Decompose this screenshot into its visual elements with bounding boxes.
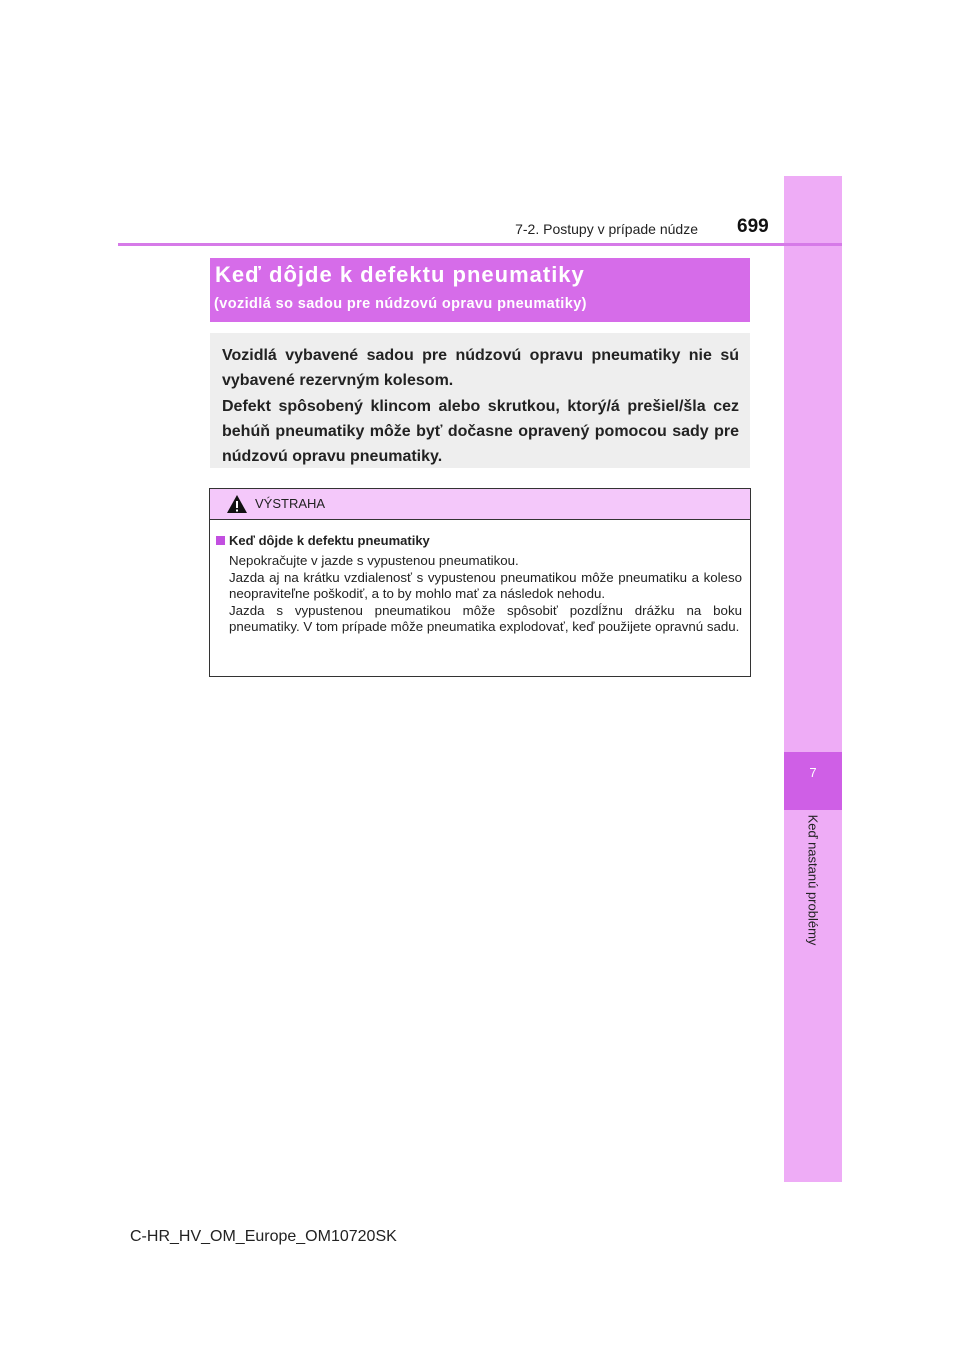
footer-doc-code: C-HR_HV_OM_Europe_OM10720SK [130,1228,397,1245]
page-number: 699 [737,216,769,237]
intro-paragraph: Vozidlá vybavené sadou pre núdzovú opravu pneumatiky nie sú vybavené rezervným kolesom. [222,347,739,389]
bullet-square-icon [216,536,225,545]
warning-box [209,488,751,677]
warning-label: VÝSTRAHA [255,496,326,511]
warning-paragraph: Jazda s vypustenou pneumatikou môže spôsobiť pozdĺžnu drážku na boku pneumatiky. V tom prípade môže pneumatika explodovať, keď použijete opravnú sadu. [229,602,742,634]
chapter-tab-active [784,752,842,810]
warning-header [210,489,750,520]
warning-body [229,553,742,636]
section-title: Keď dôjde k defektu pneumatiky [215,262,585,287]
header-section-title: 7-2. Postupy v prípade núdze [515,221,698,237]
intro-paragraph: Defekt spôsobený klincom alebo skrutkou, ktorý/á prešiel/šla cez behúň pneumatiky môže byť dočasne opravený pomocou sady pre núdzovú opravu pneumatiky. [222,398,739,465]
chapter-title: Keď nastanú problémy [805,814,821,946]
warning-triangle-icon [226,494,248,519]
chapter-number: 7 [809,765,817,780]
header-divider [118,243,842,246]
section-title-box [210,258,750,322]
intro-box [210,333,750,468]
warning-paragraph: Nepokračujte v jazde s vypustenou pneumatikou. [229,553,519,568]
warning-paragraph: Jazda aj na krátku vzdialenosť s vypustenou pneumatikou môže pneumatiku a koleso neopraviteľne poškodiť, a to by mohlo mať za následok nehodu. [229,569,742,601]
chapter-side-tab [784,176,842,1182]
section-subtitle: (vozidlá so sadou pre núdzovú opravu pneumatiky) [214,296,587,312]
warning-item-title-text: Keď dôjde k defektu pneumatiky [229,533,430,548]
warning-item-title [216,533,430,548]
